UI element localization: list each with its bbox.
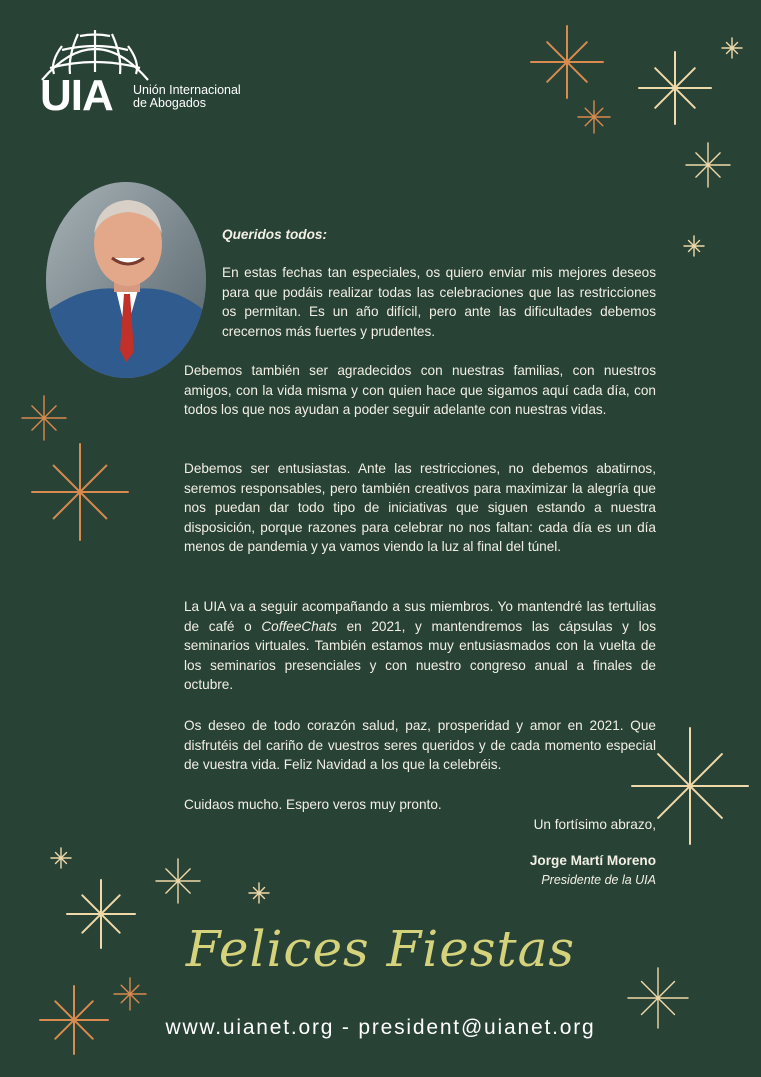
sparkle-star-icon (32, 444, 128, 540)
letter-paragraph-4 (184, 597, 656, 695)
sparkle-star-icon (578, 101, 610, 133)
sparkle-star-icon (249, 883, 269, 903)
logo-organization-name (133, 84, 241, 110)
paragraph-text (184, 597, 656, 695)
signature-name: Jorge Martí Moreno (529, 853, 656, 868)
paragraph-text-part: La UIA va a seguir acompañando a sus miembros. Yo mantendré las tertulias de café o (184, 599, 656, 634)
felices-fiestas-banner: Felices Fiestas (185, 920, 576, 978)
sparkle-star-icon (686, 143, 730, 187)
sparkle-star-icon (156, 859, 200, 903)
logo-name-line2: de Abogados (133, 96, 206, 110)
sparkle-star-icon (51, 848, 71, 868)
letter-signoff: Un fortísimo abrazo, (533, 817, 656, 832)
letter-paragraph-1 (222, 263, 656, 341)
paragraph-text: Cuidaos mucho. Espero veros muy pronto. (184, 797, 442, 812)
footer-contact: www.uianet.org - president@uianet.org (165, 1016, 596, 1039)
logo-acronym: UIA (40, 71, 113, 120)
paragraph-text: En estas fechas tan especiales, os quiero enviar mis mejores deseos para que podáis realizar todas las celebraciones que las restricciones os permitan. Es un año difícil, pero ante las dificultades debemos crecernos más fuertes y prudentes. (222, 265, 656, 339)
president-portrait (46, 182, 206, 378)
sparkle-star-icon (531, 26, 603, 98)
sparkle-star-icon (22, 396, 66, 440)
letter-greeting: Queridos todos: (222, 227, 327, 242)
letter-paragraph-3 (184, 459, 656, 557)
letter-paragraph-5 (184, 716, 656, 775)
coffeechats-term: CoffeeChats (261, 618, 337, 634)
paragraph-text: Debemos también ser agradecidos con nuestras familias, con nuestros amigos, con la vida misma y con quien hace que sigamos aquí cada día, con todos los que nos ayudan a poder seguir adelante con nuestras vidas. (184, 363, 656, 417)
logo-name-line1: Unión Internacional (133, 83, 241, 97)
paragraph-text: Debemos ser entusiastas. Ante las restricciones, no debemos abatirnos, seremos responsables, pero también creativos para maximizar la alegría que nos puedan dar todo tipo de iniciativas que siguen estando a nuestra disposición, porque razones para celebrar no nos faltan: cada día es un día menos de pandemia y ya vamos viendo la luz al final del túnel. (184, 461, 656, 554)
paragraph-text: Os deseo de todo corazón salud, paz, prosperidad y amor en 2021. Que disfrutéis del cariño de vuestros seres queridos y de cada momento especial de vuestra vida. Feliz Navidad a los que la celebréis. (184, 718, 656, 772)
paragraph-text-part: en 2021, y mantendremos las cápsulas y los seminarios virtuales. También estamos muy entusiasmados con la vuelta de los seminarios presenciales y con nuestro congreso anual a finales de octubre. (184, 618, 656, 692)
sparkle-star-icon (114, 978, 146, 1010)
portrait-illustration (46, 182, 206, 378)
sparkle-star-icon (722, 38, 742, 58)
letter-paragraph-2 (184, 361, 656, 420)
sparkle-star-icon (639, 52, 711, 124)
sparkle-star-icon (684, 236, 704, 256)
signature-role: Presidente de la UIA (541, 873, 656, 887)
letter-paragraph-6 (184, 795, 656, 815)
